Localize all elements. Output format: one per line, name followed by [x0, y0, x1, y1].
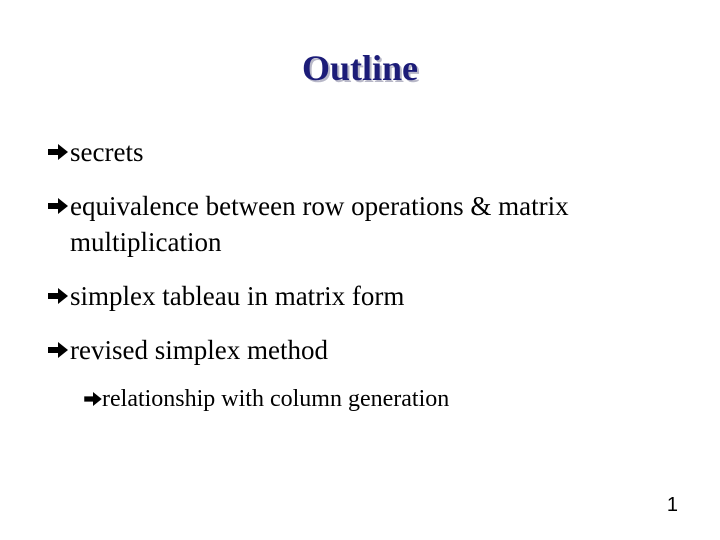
bullet-text: equivalence between row operations & matrix multiplication [70, 191, 569, 257]
bullet-text: revised simplex method [70, 335, 328, 365]
bullet-item [48, 188, 690, 260]
arrow-right-icon [48, 288, 68, 304]
arrow-right-icon [48, 342, 68, 358]
bullet-item [48, 134, 690, 170]
arrow-right-icon [84, 392, 102, 406]
bullet-text: simplex tableau in matrix form [70, 281, 405, 311]
sub-bullet-text: relationship with column generation [102, 386, 450, 412]
page-number: 1 [666, 494, 678, 516]
slide-title: Outline [301, 48, 418, 88]
bullet-item [48, 278, 690, 314]
sub-bullet-item [84, 384, 662, 414]
arrow-right-icon [48, 144, 68, 160]
bullet-item [48, 332, 690, 368]
arrow-right-icon [48, 198, 68, 214]
bullet-text: secrets [70, 137, 144, 167]
